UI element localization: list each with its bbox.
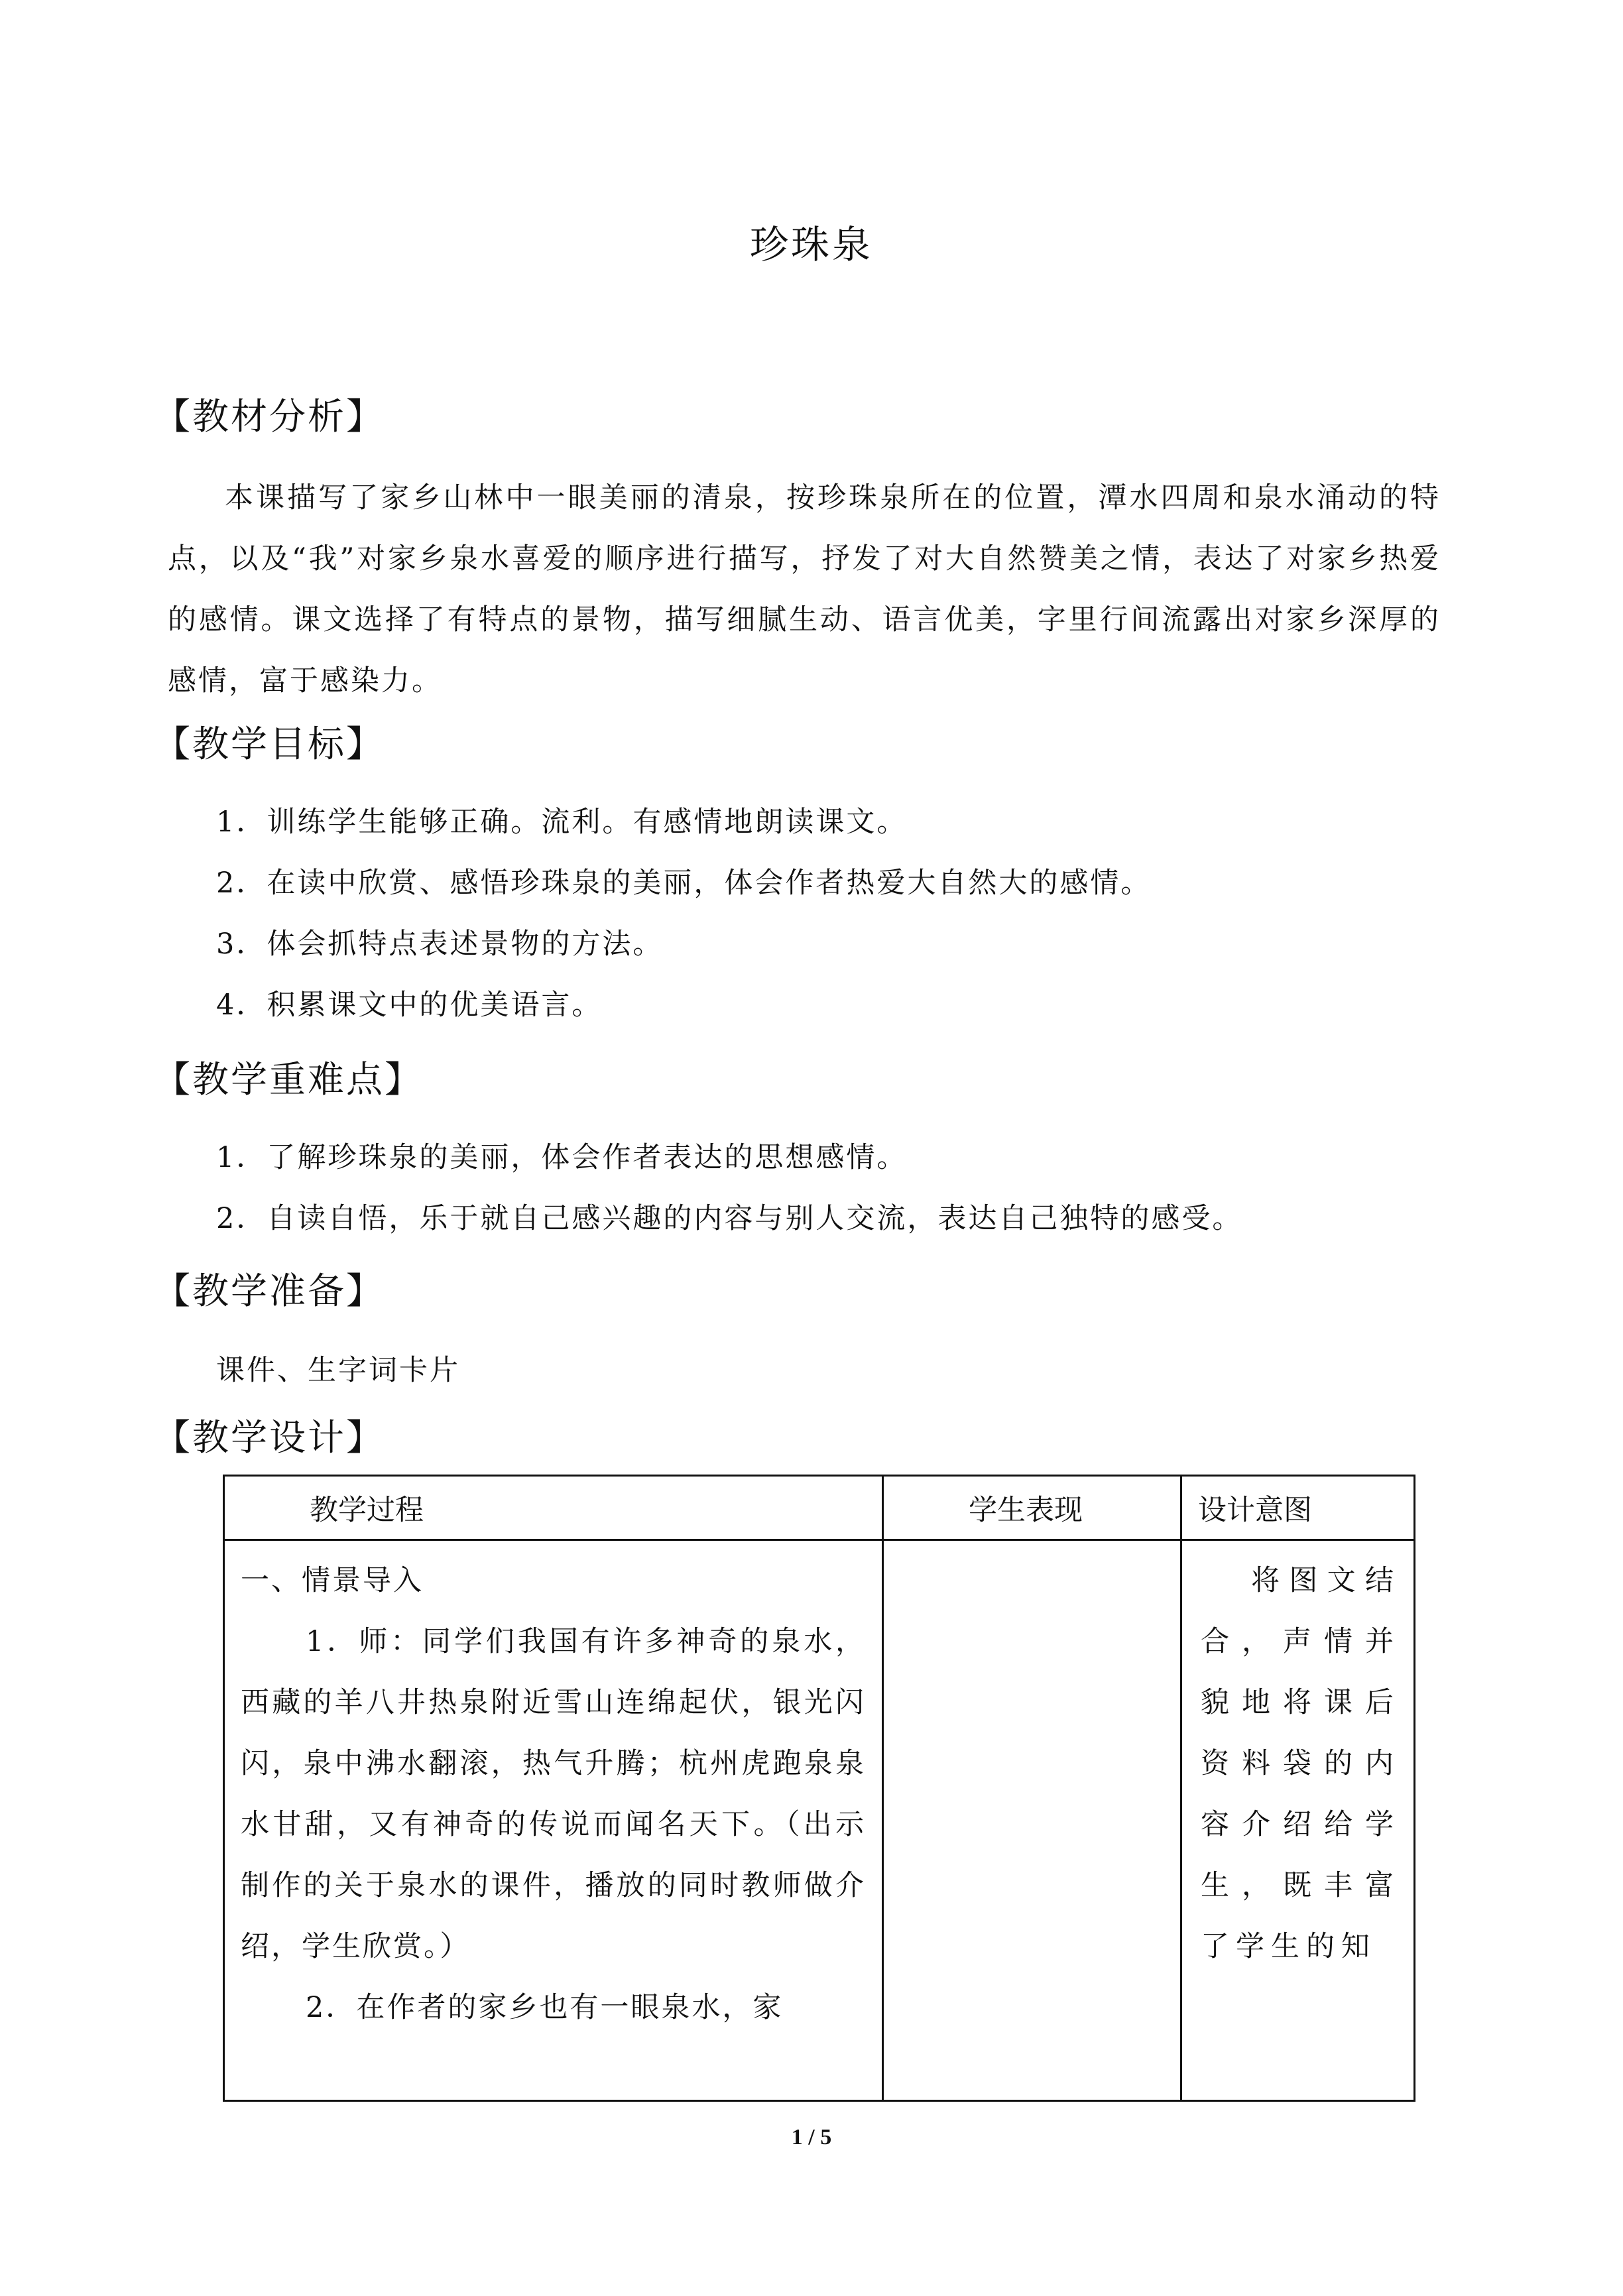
document-title: 珍珠泉	[749, 222, 873, 267]
analysis-paragraph: 本课描写了家乡山林中一眼美丽的清泉，按珍珠泉所在的位置，潭水四周和泉水涌动的特点，以及“我”对家乡泉水喜爱的顺序进行描写，抒发了对大自然赞美之情，表达了对家乡热爱的感情。课文选择了有特点的景物，描写细腻生动、语言优美，字里行间流露出对家乡深厚的感情，富于感染力。	[168, 481, 1441, 697]
heading-goals: 【教学目标】	[154, 723, 385, 765]
table-row	[224, 1540, 1415, 2101]
heading-design: 【教学设计】	[154, 1416, 385, 1459]
goal-item: 1．训练学生能够正确。流利。有感情地朗读课文。	[216, 806, 908, 839]
heading-key-points: 【教学重难点】	[154, 1058, 424, 1101]
goal-item: 2．在读中欣赏、感悟珍珠泉的美丽，体会作者热爱大自然大的感情。	[216, 867, 1152, 900]
heading-preparation: 【教学准备】	[154, 1270, 385, 1312]
header-performance: 学生表现	[883, 1476, 1181, 1540]
process-paragraph: 1．师：同学们我国有许多神奇的泉水，西藏的羊八井热泉附近雪山连绵起伏，银光闪闪，泉中沸水翻滚，热气升腾；杭州虎跑泉泉水甘甜，又有神奇的传说而闻名天下。（出示制作的关于泉水的课件，播放的同时教师做介绍，学生欣赏。）	[241, 1625, 866, 1963]
teaching-design-table	[223, 1475, 1415, 2102]
goal-item: 4．积累课文中的优美语言。	[216, 989, 603, 1022]
header-process: 教学过程	[224, 1476, 883, 1540]
page-number: 1 / 5	[791, 2125, 832, 2149]
key-point-item: 1．了解珍珠泉的美丽，体会作者表达的思想感情。	[216, 1141, 908, 1174]
preparation-text: 课件、生字词卡片	[216, 1354, 460, 1387]
heading-analysis: 【教材分析】	[154, 395, 385, 438]
goal-item: 3．体会抓特点表述景物的方法。	[216, 928, 664, 961]
header-intent: 设计意图	[1181, 1476, 1415, 1540]
intent-cell	[1181, 1540, 1415, 2101]
performance-cell	[883, 1540, 1181, 2101]
process-paragraph: 2．在作者的家乡也有一眼泉水，家	[306, 1991, 784, 2024]
process-title: 一、情景导入	[241, 1564, 424, 1597]
intent-text: 将图文结合，声情并貌地将课后资料袋的内容介绍给学生，既丰富了学生的知	[1201, 1564, 1400, 1963]
table-header-row	[224, 1476, 1415, 1540]
process-cell	[224, 1540, 883, 2101]
key-point-item: 2．自读自悟，乐于就自己感兴趣的内容与别人交流，表达自己独特的感受。	[216, 1202, 1243, 1235]
